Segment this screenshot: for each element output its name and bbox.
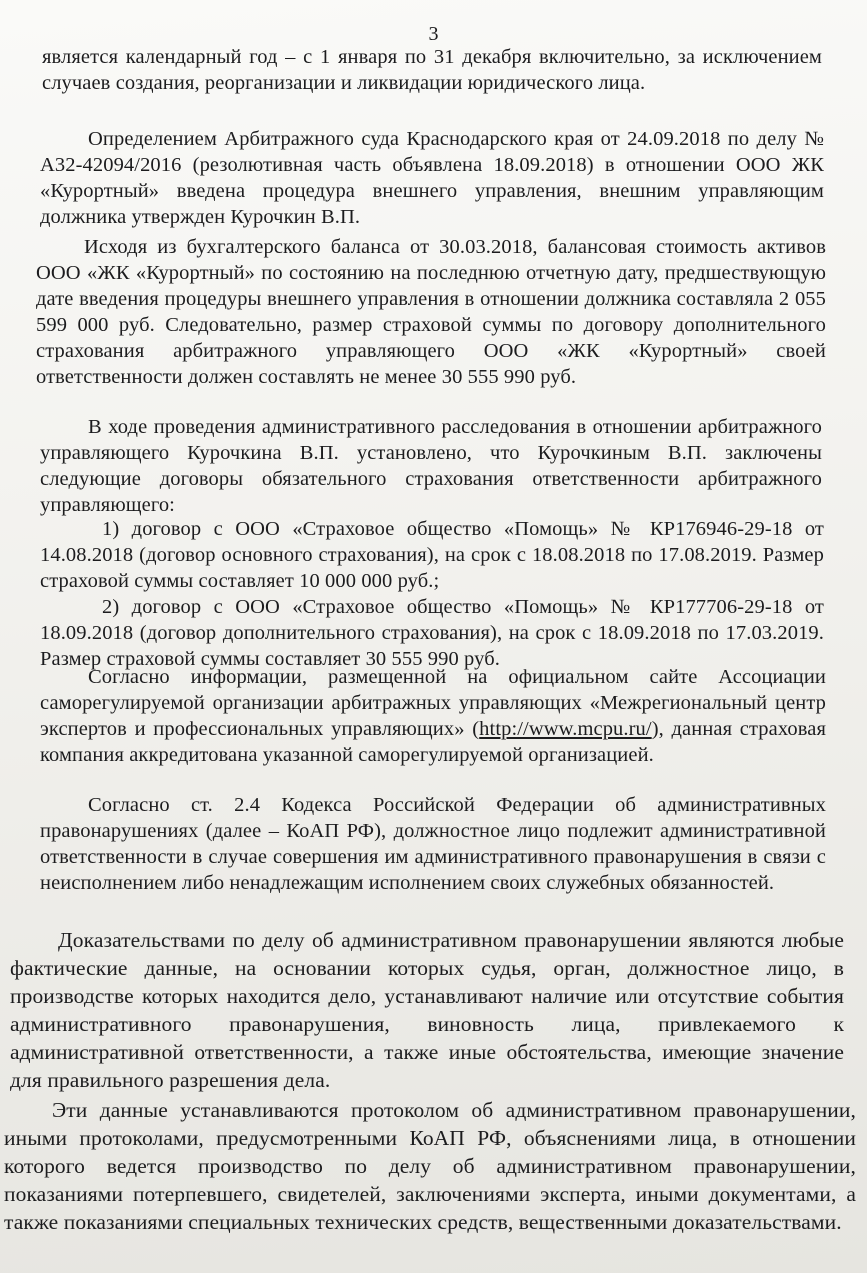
- paragraph-balance-sheet: Исходя из бухгалтерского баланса от 30.03.2018, балансовая стоимость активов ООО «ЖК «Курортный» по состоянию на последнюю отчетную дату, предшествующую дате введения процедуры внешнего управления в отношении должника составляла 2 055 599 000 руб. Следовательно, размер страховой суммы по договору дополнительного страхования арбитражного управляющего ООО «ЖК «Курортный» своей ответственности должен составлять не менее 30 555 990 руб.: [36, 236, 826, 388]
- paragraph-sro-info: [40, 664, 826, 768]
- paragraph-court-ruling: Определением Арбитражного суда Краснодарского края от 24.09.2018 по делу № А32-42094/2016 (резолютивная часть объявлена 18.09.2018) в отношении ООО ЖК «Курортный» введена процедура внешнего управления, внешним управляющим должника утвержден Курочкин В.П.: [40, 128, 824, 228]
- page-number: 3: [428, 23, 439, 45]
- list-item-contract-1: 1) договор с ООО «Страховое общество «Помощь» № КР176946-29-18 от 14.08.2018 (договор основного страхования), на срок с 18.08.2018 по 17.08.2019. Размер страховой суммы составляет 10 000 000 руб.;: [40, 518, 824, 592]
- list-item-contract-2: 2) договор с ООО «Страховое общество «Помощь» № КР177706-29-18 от 18.09.2018 (договор дополнительного страхования), на срок с 18.09.2018 по 17.03.2019. Размер страховой суммы составляет 30 555 990 руб.: [40, 596, 824, 670]
- paragraph-evidence-sources: Эти данные устанавливаются протоколом об административном правонарушении, иными протоколами, предусмотренными КоАП РФ, объяснениями лица, в отношении которого ведется производство по делу об административном правонарушении, показаниями потерпевшего, свидетелей, заключениями эксперта, иными документами, а также показаниями специальных технических средств, вещественными доказательствами.: [4, 1098, 856, 1234]
- sro-website-link[interactable]: http://www.mcpu.ru/: [479, 718, 652, 740]
- paragraph-evidence: Доказательствами по делу об административном правонарушении являются любые фактические данные, на основании которых судья, орган, должностное лицо, в производстве которых находится дело, устанавливают наличие или отсутствие события административного правонарушения, виновность лица, привлекаемого к административной ответственности, а также иные обстоятельства, имеющие значение для правильного разрешения дела.: [10, 928, 844, 1092]
- sro-info-text-end: ), данная страховая компания аккредитована указанной саморегулируемой организацией.: [40, 718, 826, 766]
- paragraph-koap-article: Согласно ст. 2.4 Кодекса Российской Федерации об административных правонарушениях (далее – КоАП РФ), должностное лицо подлежит административной ответственности в случае совершения им административного правонарушения в связи с неисполнением либо ненадлежащим исполнением своих служебных обязанностей.: [40, 794, 826, 894]
- paragraph-investigation: В ходе проведения административного расследования в отношении арбитражного управляющего Курочкина В.П. установлено, что Курочкиным В.П. заключены следующие договоры обязательного страхования ответственности арбитражного управляющего:: [40, 416, 822, 516]
- sro-info-text-start: Согласно информации, размещенной на официальном сайте Ассоциации саморегулируемой организации арбитражных управляющих «Межрегиональный центр экспертов и профессиональных управляющих» (: [40, 666, 826, 740]
- paragraph-reporting-period: является календарный год – с 1 января по 31 декабря включительно, за исключением случаев создания, реорганизации и ликвидации юридического лица.: [42, 46, 822, 94]
